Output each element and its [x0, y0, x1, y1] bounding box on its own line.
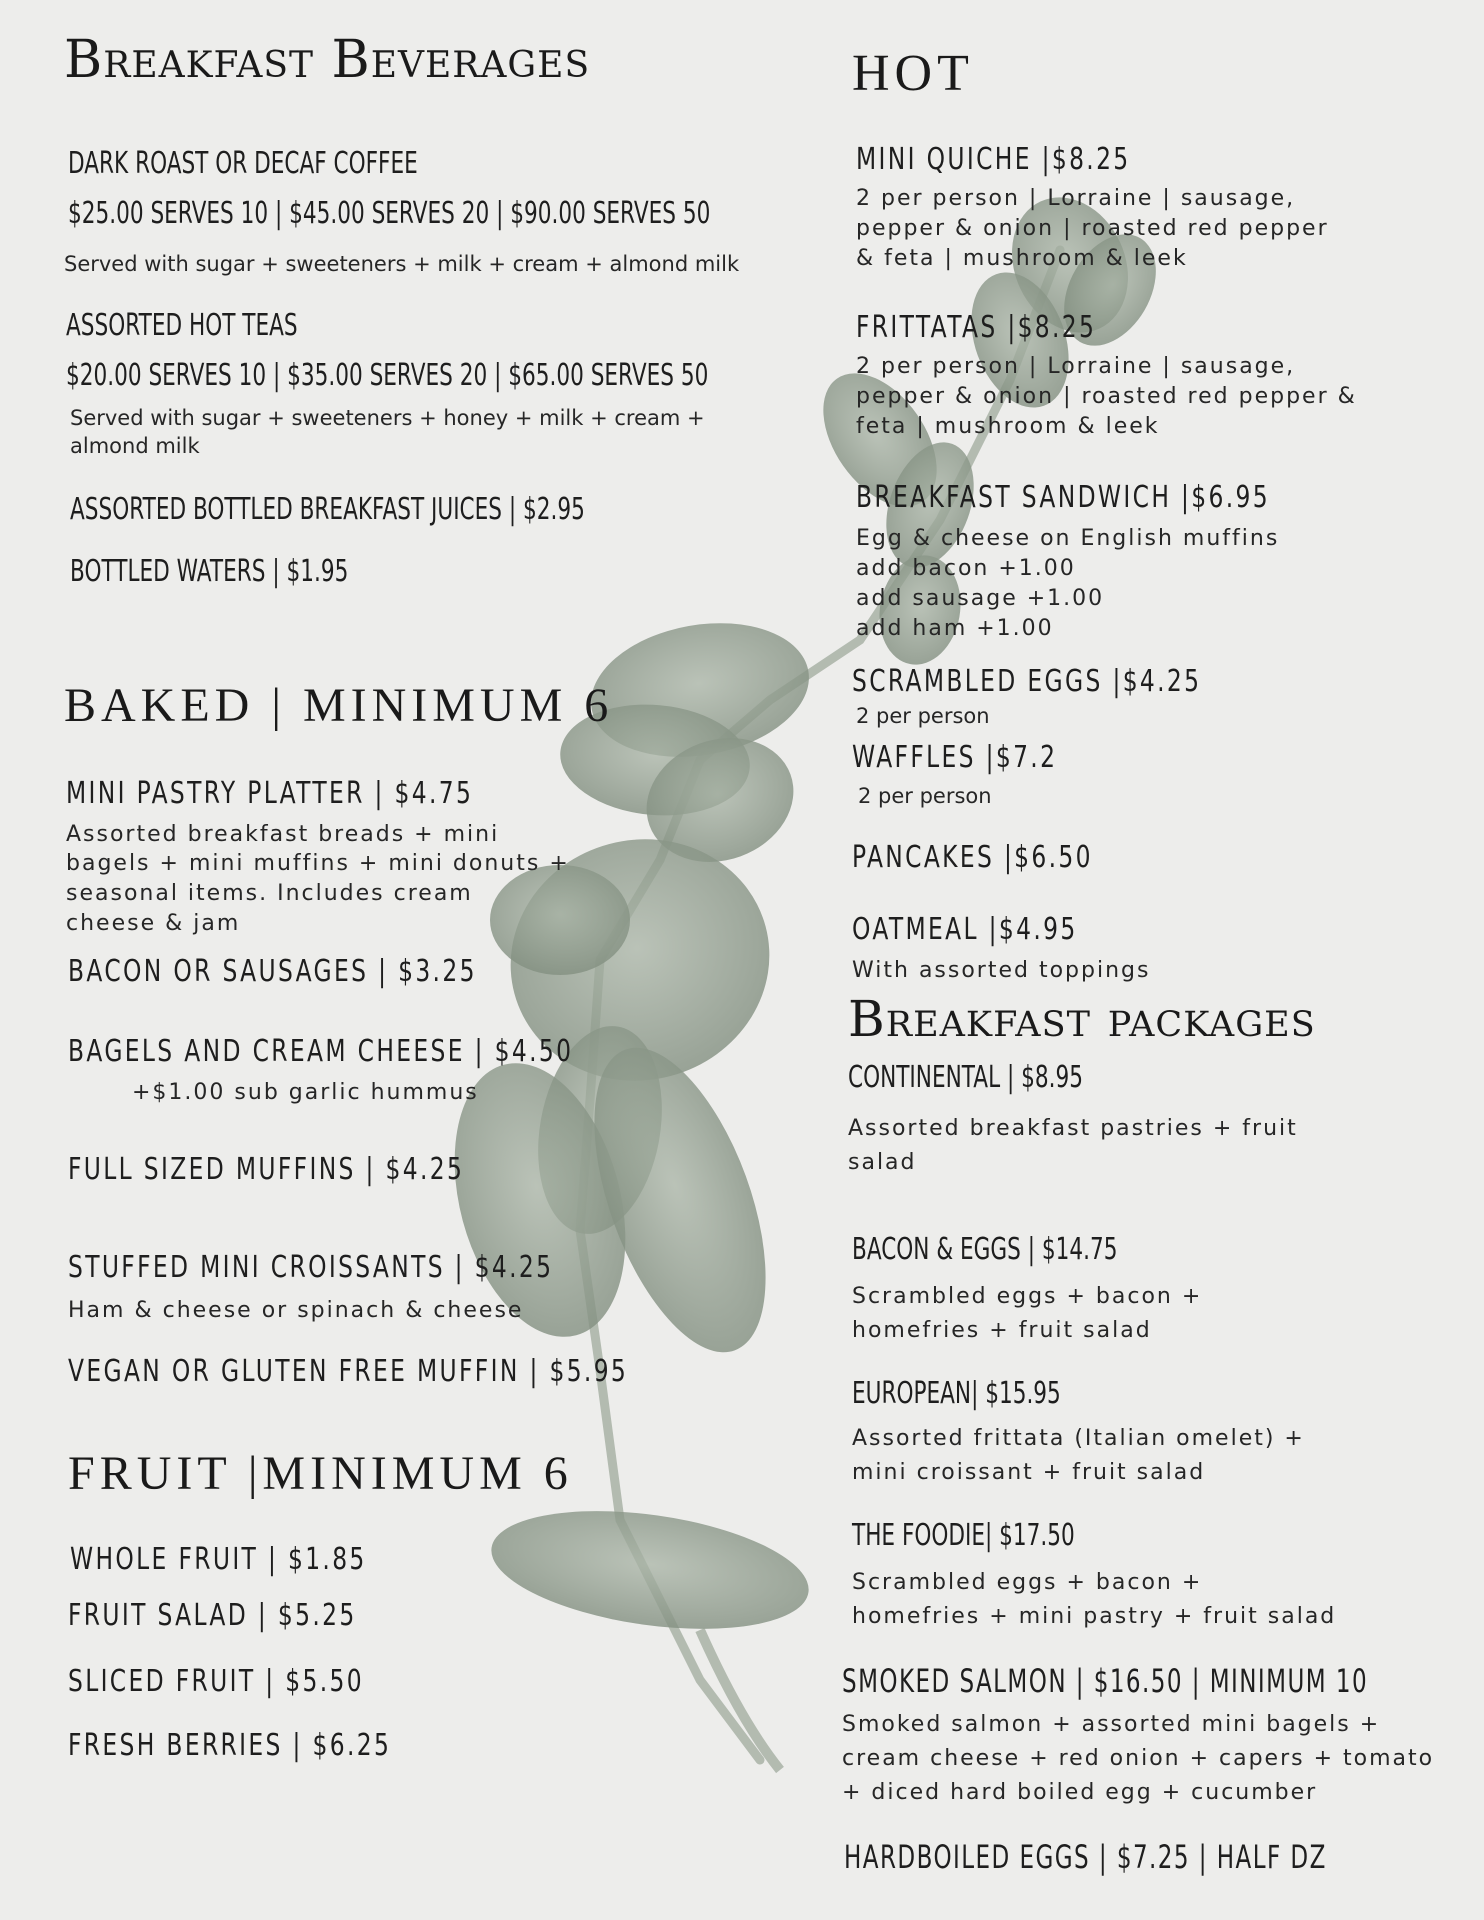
continental-item: CONTINENTAL | $8.95 [848, 1060, 1083, 1095]
foodie-desc-2: homefries + mini pastry + fruit salad [852, 1604, 1337, 1629]
fruit-salad-item: FRUIT SALAD | $5.25 [68, 1598, 357, 1633]
vegan-muffin-item: VEGAN OR GLUTEN FREE MUFFIN | $5.95 [68, 1354, 629, 1389]
smoked-salmon-desc-1: Smoked salmon + assorted mini bagels + [842, 1712, 1381, 1737]
waffles-desc: 2 per person [858, 784, 992, 808]
pastry-platter-desc-3: seasonal items. Includes cream [66, 881, 473, 906]
scrambled-eggs-item: SCRAMBLED EGGS |$4.25 [852, 664, 1202, 699]
frittatas-desc-3: feta | mushroom & leek [856, 414, 1160, 439]
coffee-title: DARK ROAST OR DECAF COFFEE [68, 146, 418, 181]
pancakes-item: PANCAKES |$6.50 [852, 840, 1093, 875]
frittatas-item: FRITTATAS |$8.25 [856, 310, 1097, 345]
oatmeal-item: OATMEAL |$4.95 [852, 912, 1078, 947]
smoked-salmon-desc-2: cream cheese + red onion + capers + tomato [842, 1746, 1435, 1771]
sliced-fruit-item: SLICED FRUIT | $5.50 [68, 1664, 364, 1699]
scrambled-eggs-desc: 2 per person [856, 704, 990, 728]
croissants-item: STUFFED MINI CROISSANTS | $4.25 [68, 1250, 554, 1285]
fruit-heading: FRUIT |MINIMUM 6 [68, 1447, 573, 1500]
smoked-salmon-item: SMOKED SALMON | $16.50 | MINIMUM 10 [842, 1662, 1369, 1700]
bagels-item: BAGELS AND CREAM CHEESE | $4.50 [68, 1034, 574, 1069]
hot-heading: HOT [852, 45, 974, 102]
sandwich-desc-3: add sausage +1.00 [856, 586, 1105, 611]
baked-heading: BAKED | MINIMUM 6 [64, 679, 614, 732]
bacon-eggs-desc-2: homefries + fruit salad [852, 1318, 1152, 1343]
whole-fruit-item: WHOLE FRUIT | $1.85 [70, 1542, 367, 1577]
sandwich-item: BREAKFAST SANDWICH |$6.95 [856, 480, 1270, 515]
sandwich-desc-4: add ham +1.00 [856, 616, 1054, 641]
smoked-salmon-desc-3: + diced hard boiled egg + cucumber [842, 1780, 1318, 1805]
bacon-eggs-item: BACON & EGGS | $14.75 [852, 1232, 1118, 1267]
pastry-platter-desc-1: Assorted breakfast breads + mini [66, 822, 500, 847]
bagels-desc: +$1.00 sub garlic hummus [132, 1080, 479, 1105]
continental-desc-2: salad [848, 1150, 917, 1175]
bacon-sausages-item: BACON OR SAUSAGES | $3.25 [68, 954, 477, 989]
quiche-desc-2: pepper & onion | roasted red pepper [856, 216, 1329, 241]
teas-description-line-2: almond milk [70, 434, 200, 458]
foodie-item: THE FOODIE| $17.50 [852, 1518, 1075, 1553]
coffee-description: Served with sugar + sweeteners + milk + cream + almond milk [64, 252, 740, 276]
croissants-desc: Ham & cheese or spinach & cheese [68, 1298, 524, 1323]
beverages-heading: Breakfast Beverages [64, 30, 591, 90]
oatmeal-desc: With assorted toppings [852, 958, 1151, 983]
hardboiled-eggs-item: HARDBOILED EGGS | $7.25 | HALF DZ [844, 1838, 1327, 1876]
european-desc-1: Assorted frittata (Italian omelet) + [852, 1426, 1305, 1451]
juices-item: ASSORTED BOTTLED BREAKFAST JUICES | $2.95 [70, 492, 585, 527]
packages-heading: Breakfast packages [848, 990, 1316, 1048]
quiche-desc-1: 2 per person | Lorraine | sausage, [856, 186, 1296, 211]
teas-description-line-1: Served with sugar + sweeteners + honey + milk + cream + [70, 406, 705, 430]
muffins-item: FULL SIZED MUFFINS | $4.25 [68, 1152, 465, 1187]
sandwich-desc-1: Egg & cheese on English muffins [856, 526, 1280, 551]
fresh-berries-item: FRESH BERRIES | $6.25 [68, 1728, 392, 1763]
european-desc-2: mini croissant + fruit salad [852, 1460, 1206, 1485]
coffee-prices: $25.00 SERVES 10 | $45.00 SERVES 20 | $90.00 SERVES 50 [68, 196, 711, 231]
frittatas-desc-1: 2 per person | Lorraine | sausage, [856, 354, 1296, 379]
quiche-item: MINI QUICHE |$8.25 [856, 142, 1131, 177]
quiche-desc-3: & feta | mushroom & leek [856, 246, 1188, 271]
foodie-desc-1: Scrambled eggs + bacon + [852, 1570, 1203, 1595]
teas-title: ASSORTED HOT TEAS [66, 308, 298, 343]
pastry-platter-desc-2: bagels + mini muffins + mini donuts + [66, 851, 570, 876]
frittatas-desc-2: pepper & onion | roasted red pepper & [856, 384, 1357, 409]
waffles-item: WAFFLES |$7.2 [852, 740, 1058, 775]
european-item: EUROPEAN| $15.95 [852, 1376, 1061, 1411]
pastry-platter-desc-4: cheese & jam [66, 911, 241, 936]
teas-prices: $20.00 SERVES 10 | $35.00 SERVES 20 | $65.00 SERVES 50 [66, 358, 709, 393]
continental-desc-1: Assorted breakfast pastries + fruit [848, 1116, 1298, 1141]
pastry-platter-item: MINI PASTRY PLATTER | $4.75 [66, 776, 474, 811]
bacon-eggs-desc-1: Scrambled eggs + bacon + [852, 1284, 1203, 1309]
sandwich-desc-2: add bacon +1.00 [856, 556, 1076, 581]
waters-item: BOTTLED WATERS | $1.95 [70, 554, 349, 589]
